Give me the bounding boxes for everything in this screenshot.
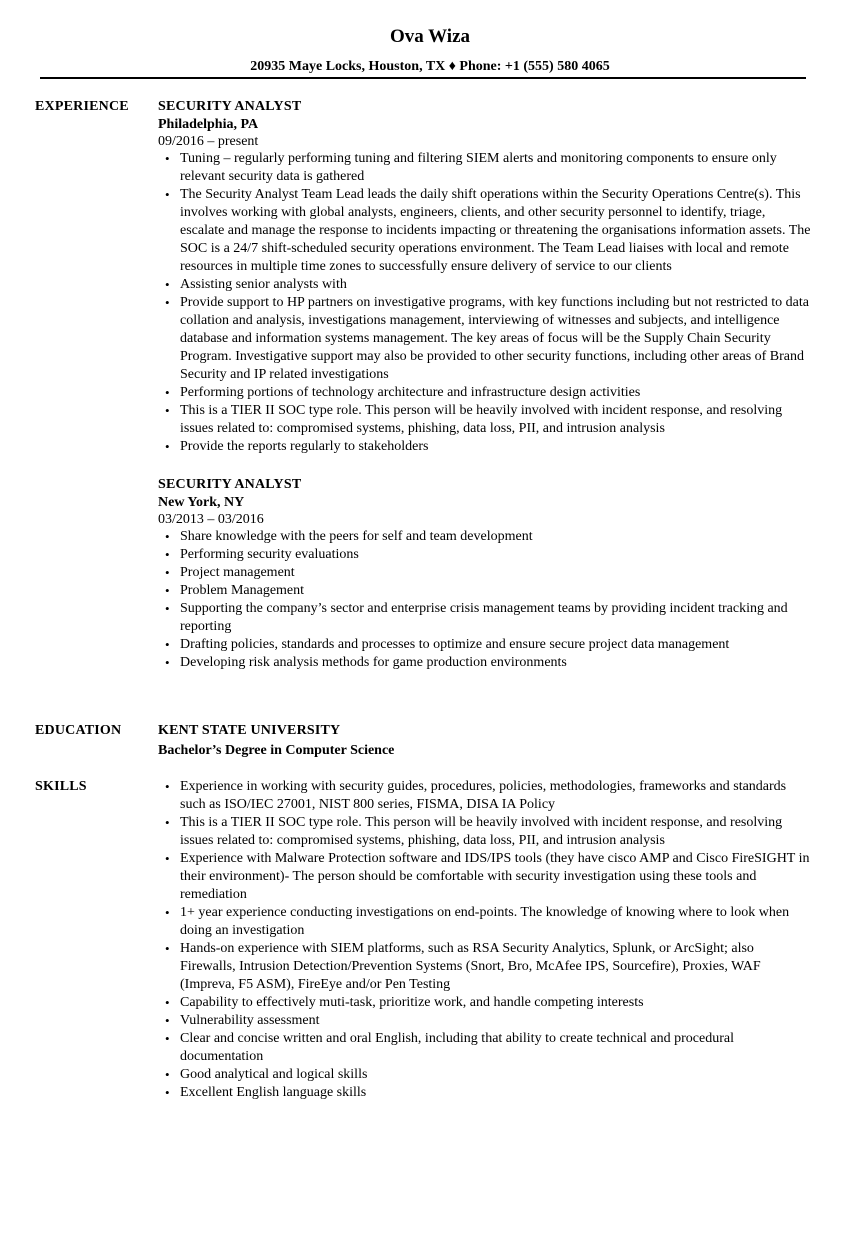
list-item-text: Problem Management <box>180 583 305 598</box>
list-item-text: Assisting senior analysts with <box>180 277 347 292</box>
list-item-text: 1+ year experience conducting investigations on end-points. The knowledge of knowing where to look when doing an investigation <box>180 905 790 938</box>
bullet-icon: • <box>165 151 170 166</box>
bullet-icon: • <box>165 601 170 616</box>
bullet-icon: • <box>165 655 170 670</box>
list-item-text: Performing security evaluations <box>180 547 359 562</box>
job-location: New York, NY <box>158 495 245 510</box>
section-title-skills: SKILLS <box>35 779 87 794</box>
bullet-icon: • <box>165 995 170 1010</box>
list-item <box>158 150 812 186</box>
list-item <box>158 1012 812 1030</box>
list-item-text: This is a TIER II SOC type role. This person will be heavily involved with incident response, and resolving issues related to: compromised systems, phishing, data loss, PII, and intrusion analysis <box>180 815 783 848</box>
bullet-icon: • <box>165 385 170 400</box>
list-item <box>158 1066 812 1084</box>
list-item <box>158 546 812 564</box>
list-item-text: Developing risk analysis methods for game production environments <box>180 655 567 670</box>
job-bullet-list <box>158 150 812 456</box>
bullet-icon: • <box>165 439 170 454</box>
experience-body <box>158 98 812 692</box>
list-item <box>158 1030 812 1066</box>
list-item <box>158 1084 812 1102</box>
list-item-text: Tuning – regularly performing tuning and filtering SIEM alerts and monitoring components to ensure only relevant security data is gathered <box>180 151 777 184</box>
section-title-experience: EXPERIENCE <box>35 99 129 114</box>
header-divider <box>40 77 806 79</box>
list-item <box>158 438 812 456</box>
list-item-text: Supporting the company’s sector and enterprise crisis management teams by providing incident tracking and reporting <box>180 601 788 634</box>
bullet-icon: • <box>165 779 170 794</box>
job-title: SECURITY ANALYST <box>158 477 302 492</box>
list-item <box>158 940 812 994</box>
list-item <box>158 778 812 814</box>
list-item-text: Good analytical and logical skills <box>180 1067 368 1082</box>
list-item-text: Experience with Malware Protection software and IDS/IPS tools (they have cisco AMP and Cisco FireSIGHT in their environment)- The person should be comfortable with security investigation using these tools and remediation <box>180 851 810 902</box>
list-item-text: This is a TIER II SOC type role. This person will be heavily involved with incident response, and resolving issues related to: compromised systems, phishing, data loss, PII, and intrusion analysis <box>180 403 783 436</box>
bullet-icon: • <box>165 565 170 580</box>
job-dates: 03/2013 – 03/2016 <box>158 512 264 527</box>
list-item <box>158 564 812 582</box>
bullet-icon: • <box>165 815 170 830</box>
degree: Bachelor’s Degree in Computer Science <box>158 743 395 758</box>
list-item-text: Experience in working with security guides, procedures, policies, methodologies, frameworks and standards such as ISO/IEC 27001, NIST 800 series, FISMA, DISA IA Policy <box>180 779 787 812</box>
job-location: Philadelphia, PA <box>158 117 259 132</box>
bullet-icon: • <box>165 583 170 598</box>
section-title-education: EDUCATION <box>35 723 122 738</box>
job-entry <box>158 476 812 672</box>
list-item-text: Provide support to HP partners on investigative programs, with key functions including but not restricted to data collation and analysis, investigations management, interviewing of witnesses and subjects, and intelligence database and information systems management. The key areas of focus will be the Supply Chain Security Program. Investigative support may also be provided to other security functions, including other areas of Brand Security and IP related investigations <box>180 295 809 382</box>
resume-header <box>0 25 860 76</box>
list-item <box>158 994 812 1012</box>
list-item <box>158 654 812 672</box>
bullet-icon: • <box>165 529 170 544</box>
list-item <box>158 850 812 904</box>
bullet-icon: • <box>165 547 170 562</box>
list-item-text: Hands-on experience with SIEM platforms, such as RSA Security Analytics, Splunk, or ArcSight; also Firewalls, Intrusion Detection/Prevention Systems (Snort, Bro, McAfee IPS, Sourcefire), Proxies, WAF (Impreva, F5 ASM), FireEye and/or Pen Testing <box>180 941 761 992</box>
list-item-text: Share knowledge with the peers for self and team development <box>180 529 533 544</box>
bullet-icon: • <box>165 637 170 652</box>
list-item-text: Capability to effectively muti-task, prioritize work, and handle competing interests <box>180 995 644 1010</box>
list-item-text: Clear and concise written and oral English, including that ability to create technical and procedural documentation <box>180 1031 734 1064</box>
education-body <box>158 722 812 760</box>
list-item <box>158 600 812 636</box>
bullet-icon: • <box>165 1085 170 1100</box>
school-name: KENT STATE UNIVERSITY <box>158 723 341 738</box>
bullet-icon: • <box>165 1067 170 1082</box>
list-item-text: Project management <box>180 565 295 580</box>
bullet-icon: • <box>165 1013 170 1028</box>
job-entry <box>158 98 812 456</box>
bullet-icon: • <box>165 905 170 920</box>
list-item <box>158 582 812 600</box>
contact-line: 20935 Maye Locks, Houston, TX ♦ Phone: +1 (555) 580 4065 <box>250 59 610 74</box>
list-item-text: Drafting policies, standards and processes to optimize and ensure secure project data management <box>180 637 730 652</box>
list-item-text: Provide the reports regularly to stakeholders <box>180 439 429 454</box>
bullet-icon: • <box>165 403 170 418</box>
list-item-text: The Security Analyst Team Lead leads the daily shift operations within the Security Operations Centre(s). This involves working with global analysts, engineers, clients, and other security personnel to identify, triage, escalate and manage the response to incidents impacting or threatening the organisations information assets. The SOC is a 24/7 shift-scheduled security operations environment. The Team Lead liaises with local and remote resources in multiple time zones to successfully ensure delivery of service to our clients <box>180 187 811 274</box>
candidate-name: Ova Wiza <box>389 26 471 47</box>
skills-body <box>158 778 812 1102</box>
bullet-icon: • <box>165 1031 170 1046</box>
list-item <box>158 528 812 546</box>
job-bullet-list <box>158 528 812 672</box>
list-item-text: Performing portions of technology architecture and infrastructure design activities <box>180 385 641 400</box>
bullet-icon: • <box>165 187 170 202</box>
skills-bullet-list <box>158 778 812 1102</box>
bullet-icon: • <box>165 941 170 956</box>
job-title: SECURITY ANALYST <box>158 99 302 114</box>
list-item <box>158 384 812 402</box>
list-item <box>158 904 812 940</box>
list-item-text: Excellent English language skills <box>180 1085 367 1100</box>
bullet-icon: • <box>165 295 170 310</box>
list-item <box>158 186 812 276</box>
bullet-icon: • <box>165 851 170 866</box>
list-item <box>158 402 812 438</box>
list-item <box>158 636 812 654</box>
list-item <box>158 294 812 384</box>
list-item <box>158 276 812 294</box>
list-item-text: Vulnerability assessment <box>180 1013 320 1028</box>
list-item <box>158 814 812 850</box>
bullet-icon: • <box>165 277 170 292</box>
job-dates: 09/2016 – present <box>158 134 259 149</box>
